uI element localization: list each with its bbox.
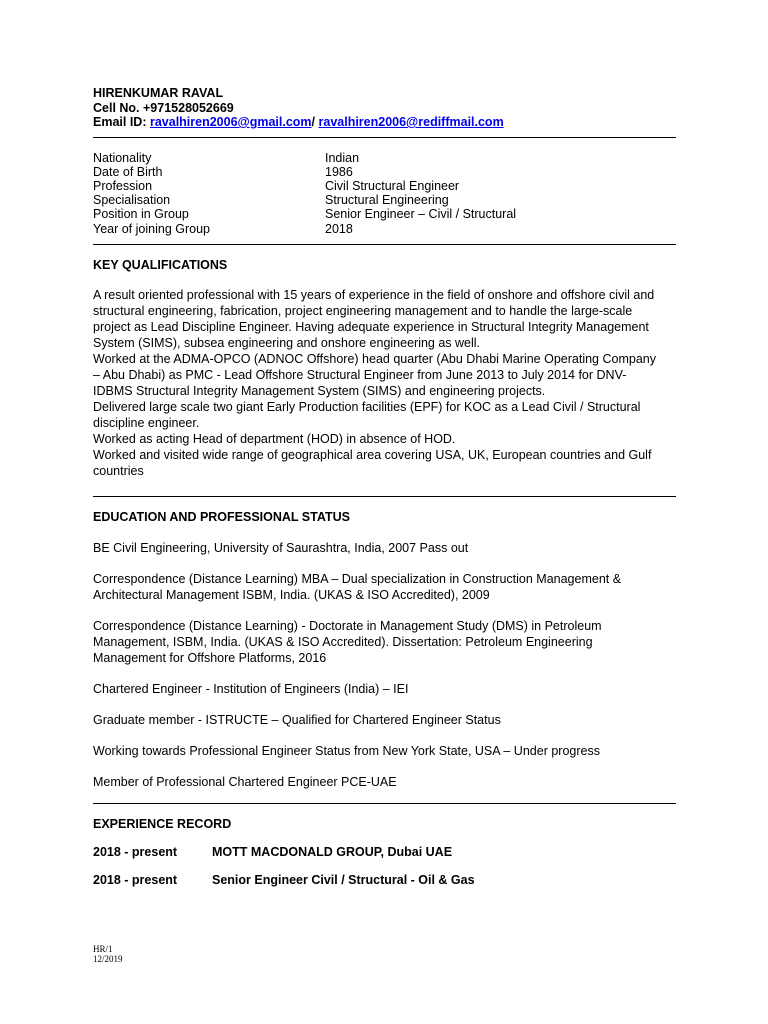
experience-text: MOTT MACDONALD GROUP, Dubai UAE <box>212 844 453 859</box>
personal-value: Structural Engineering <box>325 193 449 208</box>
paragraph-line: – Abu Dhabi) as PMC - Lead Offshore Structural Engineer from June 2013 to July 2014 for DNV- <box>93 367 627 382</box>
education-item <box>93 618 676 666</box>
paragraph-line: Delivered large scale two giant Early Production facilities (EPF) for KOC as a Lead Civil / Structural <box>93 399 641 414</box>
paragraph-line: Worked as acting Head of department (HOD) in absence of HOD. <box>93 431 456 446</box>
experience-row <box>93 873 676 888</box>
email-separator: / <box>311 115 319 129</box>
education-item <box>93 743 676 759</box>
divider <box>93 803 676 804</box>
divider <box>93 137 676 138</box>
contact-header <box>93 86 676 130</box>
candidate-name: HIRENKUMAR RAVAL <box>93 86 224 100</box>
personal-value: 1986 <box>325 164 353 179</box>
education-line: Working towards Professional Engineer Status from New York State, USA – Under progress <box>93 743 600 758</box>
email-label: Email ID: <box>93 115 150 129</box>
section-title-key-qualifications: KEY QUALIFICATIONS <box>93 257 228 272</box>
personal-value: Senior Engineer – Civil / Structural <box>325 207 517 222</box>
education-line: Correspondence (Distance Learning) MBA – Dual specialization in Construction Management & <box>93 571 622 586</box>
paragraph-line: Worked at the ADMA-OPCO (ADNOC Offshore) head quarter (Abu Dhabi Marine Operating Company <box>93 351 656 366</box>
section-title-education: EDUCATION AND PROFESSIONAL STATUS <box>93 509 350 524</box>
personal-label: Specialisation <box>93 193 171 208</box>
education-line: Architectural Management ISBM, India. (UKAS & ISO Accredited), 2009 <box>93 587 490 602</box>
personal-value: 2018 <box>325 221 353 236</box>
education-line: Management for Offshore Platforms, 2016 <box>93 650 327 665</box>
resume-page <box>93 86 676 888</box>
education-line: Management, ISBM, India. (UKAS & ISO Accredited). Dissertation: Petroleum Engineering <box>93 634 593 649</box>
education-line: Correspondence (Distance Learning) - Doctorate in Management Study (DMS) in Petroleum <box>93 618 602 633</box>
paragraph-line: project as Lead Discipline Engineer. Having adequate experience in Structural Integrity Management <box>93 319 649 334</box>
footer-date: 12/2019 <box>93 954 123 964</box>
paragraph-line: structural engineering, fabrication, project engineering management and to handle the large-scale <box>93 303 633 318</box>
paragraph-line: discipline engineer. <box>93 415 200 430</box>
paragraph-line: Worked and visited wide range of geographical area covering USA, UK, European countries and Gulf <box>93 447 652 462</box>
paragraph-line: A result oriented professional with 15 years of experience in the field of onshore and offshore civil and <box>93 287 655 302</box>
page-footer <box>93 944 123 964</box>
personal-value: Civil Structural Engineer <box>325 178 460 193</box>
key-qualifications-text <box>93 287 676 479</box>
education-line: Graduate member - ISTRUCTE – Qualified for Chartered Engineer Status <box>93 712 501 727</box>
personal-label: Date of Birth <box>93 164 163 179</box>
experience-date: 2018 - present <box>93 872 178 887</box>
footer-ref: HR/1 <box>93 944 113 954</box>
personal-label: Profession <box>93 178 153 193</box>
paragraph-line: System (SIMS), subsea engineering and onshore engineering as well. <box>93 335 481 350</box>
experience-text: Senior Engineer Civil / Structural - Oil & Gas <box>212 872 475 887</box>
paragraph-line: IDBMS Structural Integrity Management System (SIMS) and engineering projects. <box>93 383 546 398</box>
personal-label: Nationality <box>93 150 152 165</box>
education-item <box>93 774 676 790</box>
email-line <box>93 115 676 130</box>
education-line: Member of Professional Chartered Engineer PCE-UAE <box>93 774 397 789</box>
personal-details <box>93 151 676 236</box>
education-item <box>93 712 676 728</box>
paragraph-line: countries <box>93 463 144 478</box>
education-item <box>93 540 676 556</box>
education-line: BE Civil Engineering, University of Saurashtra, India, 2007 Pass out <box>93 540 469 555</box>
email-link-rediff[interactable]: ravalhiren2006@rediffmail.com <box>318 115 504 129</box>
personal-label: Position in Group <box>93 207 189 222</box>
experience-date: 2018 - present <box>93 844 178 859</box>
personal-value: Indian <box>325 150 360 165</box>
experience-row <box>93 845 676 860</box>
personal-label: Year of joining Group <box>93 221 210 236</box>
education-item <box>93 571 676 603</box>
divider <box>93 244 676 245</box>
email-link-gmail[interactable]: ravalhiren2006@gmail.com <box>149 115 312 129</box>
education-line: Chartered Engineer - Institution of Engineers (India) – IEI <box>93 681 409 696</box>
cell-number: Cell No. +971528052669 <box>93 100 234 115</box>
section-title-experience: EXPERIENCE RECORD <box>93 816 232 831</box>
education-item <box>93 681 676 697</box>
divider <box>93 496 676 497</box>
